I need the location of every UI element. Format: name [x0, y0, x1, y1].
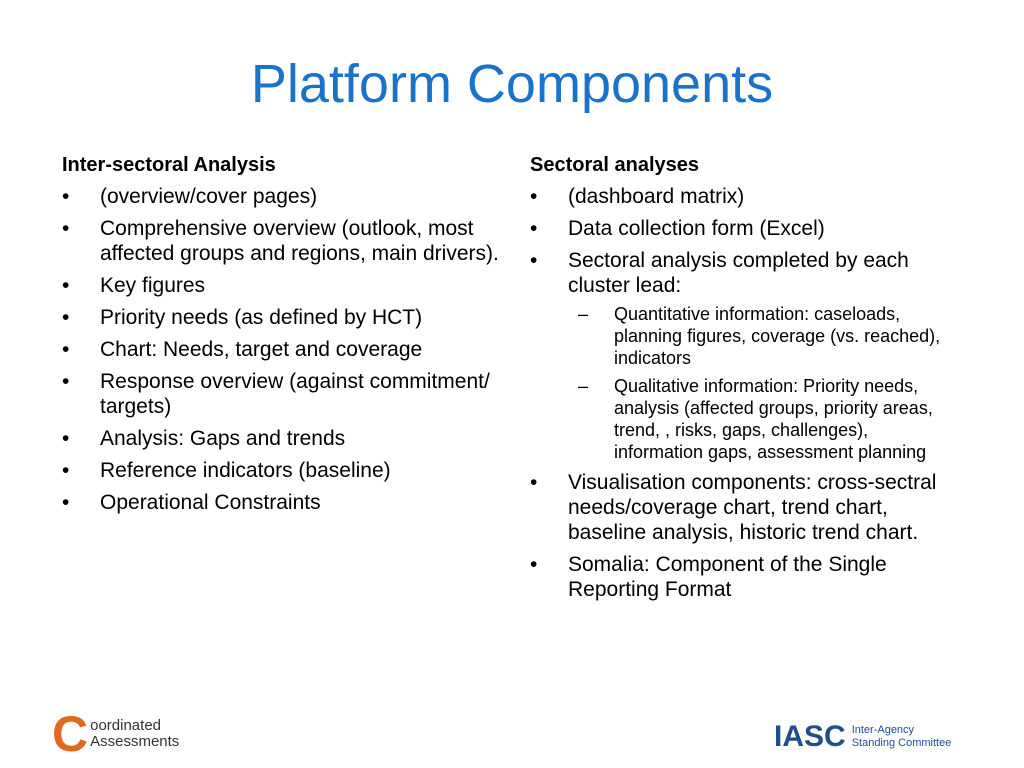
sub-list-item: – Qualitative information: Priority needs, analysis (affected groups, priority areas, trend, , risks, gaps, challenges), information gaps, assessment planning [578, 376, 933, 462]
list-item: • Reference indicators (baseline) [62, 459, 391, 482]
iasc-logo-text: Inter-Agency Standing Committee [851, 724, 952, 749]
list-item: • Analysis: Gaps and trends [62, 427, 346, 450]
right-column [530, 152, 962, 609]
left-column-heading: Inter-sectoral Analysis [62, 154, 276, 176]
bullet-icon: • [62, 491, 70, 514]
list-item: • Chart: Needs, target and coverage [62, 338, 423, 361]
list-item: • (dashboard matrix) [530, 185, 745, 208]
iasc-logo-mark: IASC [774, 720, 846, 753]
dash-icon: – [578, 376, 589, 396]
right-bullet-list [530, 184, 962, 602]
left-bullet-list [62, 184, 502, 515]
dash-icon: – [578, 304, 589, 324]
list-item: • Somalia: Component of the Single Reporting Format [530, 553, 887, 601]
bullet-icon: • [62, 427, 70, 450]
iasc-logo [774, 720, 951, 754]
slide-title: Platform Components [250, 54, 774, 114]
list-item: • Data collection form (Excel) [530, 217, 825, 240]
left-column [62, 152, 502, 522]
sub-bullet-list [568, 303, 962, 463]
list-item: • (overview/cover pages) [62, 185, 318, 208]
list-item: • Comprehensive overview (outlook, most affected groups and regions, main drivers). [62, 217, 499, 265]
bullet-icon: • [530, 185, 538, 208]
bullet-icon: • [530, 553, 538, 576]
sub-list-item: – Quantitative information: caseloads, planning figures, coverage (vs. reached), indicators [578, 304, 941, 368]
bullet-icon: • [62, 217, 70, 240]
list-item: • Response overview (against commitment/ targets) [62, 370, 490, 418]
right-column-heading: Sectoral analyses [530, 154, 699, 176]
list-item: • Key figures [62, 274, 206, 297]
ca-logo-text: oordinated Assessments [90, 717, 180, 750]
bullet-icon: • [62, 338, 70, 361]
ca-logo-letter: C [52, 706, 89, 762]
list-item: • Sectoral analysis completed by each cluster lead: – Quantitative information: caseloads, planning figures, coverage (vs. reached), indicators – Qualitative information: Priority needs, analysis (affected groups, priority areas, trend, , risks, gaps, challenges), information gaps, assessment planning [530, 248, 962, 463]
bullet-icon: • [530, 217, 538, 240]
list-item: • Operational Constraints [62, 491, 321, 514]
bullet-icon: • [530, 471, 538, 494]
list-item: • Visualisation components: cross-sectral needs/coverage chart, trend chart, baseline analysis, historic trend chart. [530, 471, 937, 544]
bullet-icon: • [530, 249, 538, 272]
bullet-icon: • [62, 274, 70, 297]
list-item: • Priority needs (as defined by HCT) [62, 306, 423, 329]
bullet-icon: • [62, 185, 70, 208]
coordinated-assessments-logo [52, 706, 180, 762]
bullet-icon: • [62, 306, 70, 329]
bullet-icon: • [62, 459, 70, 482]
bullet-icon: • [62, 370, 70, 393]
